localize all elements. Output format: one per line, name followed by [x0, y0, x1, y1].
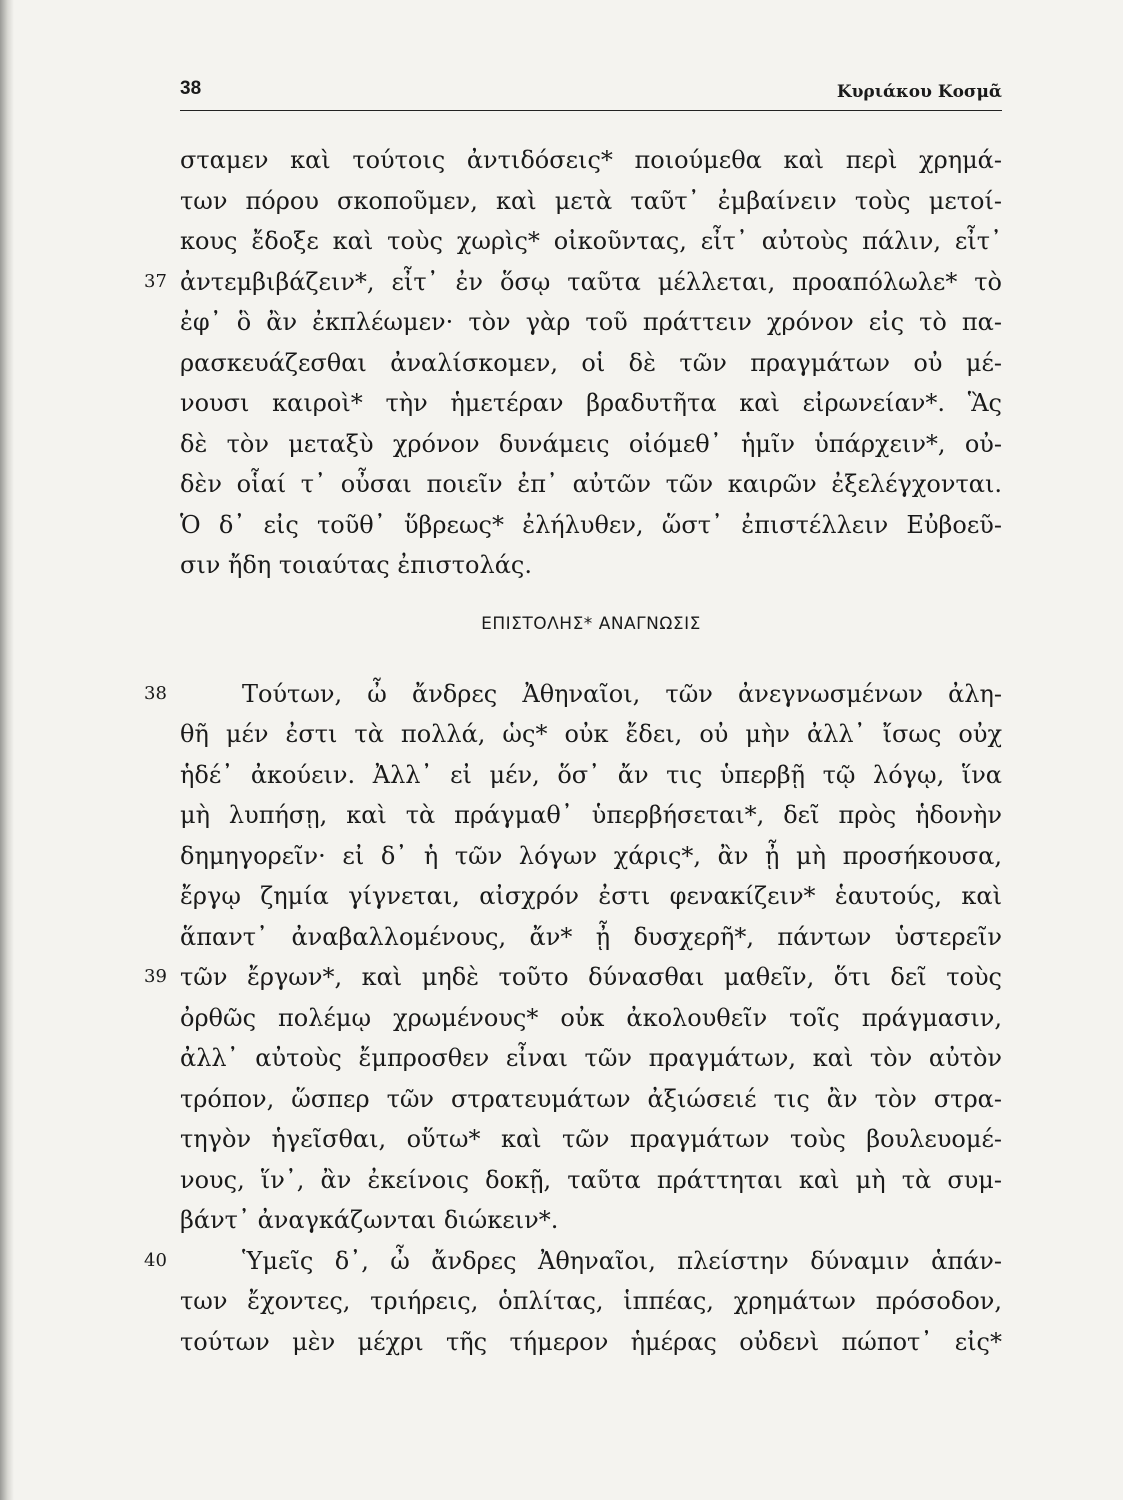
text-line: ἡδέ᾿ ἀκούειν. Ἀλλ᾿ εἰ μέν, ὅσ᾿ ἄν τις ὑπερβῇ τῷ λόγῳ, ἵνα: [180, 760, 1002, 789]
paragraph-1: [144, 140, 1002, 586]
text-line: θῆ μέν ἐστι τὰ πολλά, ὡς* οὐκ ἔδει, οὐ μὴν ἀλλ᾿ ἴσως οὐχ: [180, 720, 1002, 748]
page-header: [180, 72, 1002, 112]
text-line-content: ἀντεμβιβάζειν*, εἶτ᾿ ἐν ὅσῳ ταῦτα μέλλεται, προαπόλωλε* τὸ: [180, 267, 1002, 296]
section-number-38: 38: [144, 682, 167, 704]
text-line: νους, ἵν᾿, ἂν ἐκείνοις δοκῇ, ταῦτα πράττηται καὶ μὴ τὰ συμ-: [180, 1165, 1002, 1194]
body-text: [144, 140, 1002, 1362]
text-line-marked: [144, 957, 1002, 998]
text-line: δημηγορεῖν· εἰ δ᾿ ἡ τῶν λόγων χάρις*, ἂν ᾖ μὴ προσήκουσα,: [180, 841, 1002, 870]
text-line-content: Ὑμεῖς δ᾿, ὦ ἄνδρες Ἀθηναῖοι, πλείστην δύναμιν ἁπάν-: [242, 1246, 1002, 1275]
text-line: ἅπαντ᾿ ἀναβαλλομένους, ἄν* ᾖ δυσχερῆ*, πάντων ὑστερεῖν: [180, 922, 1002, 951]
text-line: νουσι καιροὶ* τὴν ἡμετέραν βραδυτῆτα καὶ εἰρωνείαν*. Ἃς: [180, 389, 1002, 417]
text-line: Ὁ δ᾿ εἰς τοῦθ᾿ ὕβρεως* ἐλήλυθεν, ὥστ᾿ ἐπιστέλλειν Εὐβοεῦ-: [180, 510, 1002, 539]
text-line: κους ἔδοξε καὶ τοὺς χωρὶς* οἰκοῦντας, εἶτ᾿ αὐτοὺς πάλιν, εἶτ᾿: [180, 227, 1002, 255]
text-line-content: Τούτων, ὦ ἄνδρες Ἀθηναῖοι, τῶν ἀνεγνωσμένων ἀλη-: [242, 679, 1002, 708]
text-line: τηγὸν ἡγεῖσθαι, οὕτω* καὶ τῶν πραγμάτων τοὺς βουλευομέ-: [180, 1125, 1002, 1153]
text-line: ὀρθῶς πολέμῳ χρωμένους* οὐκ ἀκολουθεῖν τοῖς πράγμασιν,: [180, 1003, 1002, 1032]
text-line: σιν ἤδη τοιαύτας ἐπιστολάς.: [180, 551, 532, 579]
paragraph-2: [144, 674, 1002, 1241]
text-line: των ἔχοντες, τριήρεις, ὁπλίτας, ἱππέας, χρημάτων πρόσοδον,: [180, 1287, 1002, 1315]
section-number-37: 37: [144, 270, 167, 292]
text-line: ρασκευάζεσθαι ἀναλίσκομεν, οἱ δὲ τῶν πραγμάτων οὐ μέ-: [180, 348, 1002, 377]
text-line-marked: [144, 674, 1002, 715]
section-heading: ΕΠΙΣΤΟΛΗΣ* ΑΝΑΓΝΩΣΙΣ: [481, 613, 701, 634]
text-line: σταμεν καὶ τούτοις ἀντιδόσεις* ποιούμεθα καὶ περὶ χρημά-: [180, 146, 1002, 174]
text-line: των πόρου σκοποῦμεν, καὶ μετὰ ταῦτ᾿ ἐμβαίνειν τοὺς μετοί-: [180, 186, 1002, 215]
text-line: ἔργῳ ζημία γίγνεται, αἰσχρόν ἐστι φενακίζειν* ἑαυτούς, καὶ: [180, 882, 1002, 910]
text-line: τρόπον, ὥσπερ τῶν στρατευμάτων ἀξιώσειέ τις ἂν τὸν στρα-: [180, 1084, 1002, 1113]
text-line: βάντ᾿ ἀναγκάζωνται διώκειν*.: [180, 1206, 559, 1234]
text-line-marked: [144, 262, 1002, 303]
section-number-39: 39: [144, 966, 167, 987]
text-line: δὲν οἷαί τ᾿ οὖσαι ποιεῖν ἐπ᾿ αὐτῶν τῶν καιρῶν ἐξελέγχονται.: [180, 470, 1002, 498]
text-line: τούτων μὲν μέχρι τῆς τήμερον ἡμέρας οὐδενὶ πώποτ᾿ εἰς*: [180, 1327, 1002, 1356]
header-rule: [180, 110, 1002, 111]
page-gutter-shadow: [0, 0, 14, 1500]
text-line: ἐφ᾿ ὃ ἂν ἐκπλέωμεν· τὸν γὰρ τοῦ πράττειν χρόνον εἰς τὸ πα-: [180, 308, 1002, 336]
text-line: ἀλλ᾿ αὐτοὺς ἔμπροσθεν εἶναι τῶν πραγμάτων, καὶ τὸν αὐτὸν: [180, 1044, 1002, 1072]
section-number-40: 40: [144, 1249, 167, 1271]
text-line: δὲ τὸν μεταξὺ χρόνον δυνάμεις οἰόμεθ᾿ ἡμῖν ὑπάρχειν*, οὐ-: [180, 429, 1002, 458]
text-line-content: τῶν ἔργων*, καὶ μηδὲ τοῦτο δύνασθαι μαθεῖν, ὅτι δεῖ τοὺς: [180, 963, 1002, 991]
paragraph-3: [144, 1241, 1002, 1363]
text-line-marked: [144, 1241, 1002, 1282]
running-head: Κυριάκου Κοσμᾶ: [836, 82, 1002, 102]
page-number: 38: [180, 78, 202, 99]
text-line: μὴ λυπήσῃ, καὶ τὰ πράγμαθ᾿ ὑπερβήσεται*, δεῖ πρὸς ἡδονὴν: [180, 801, 1002, 829]
